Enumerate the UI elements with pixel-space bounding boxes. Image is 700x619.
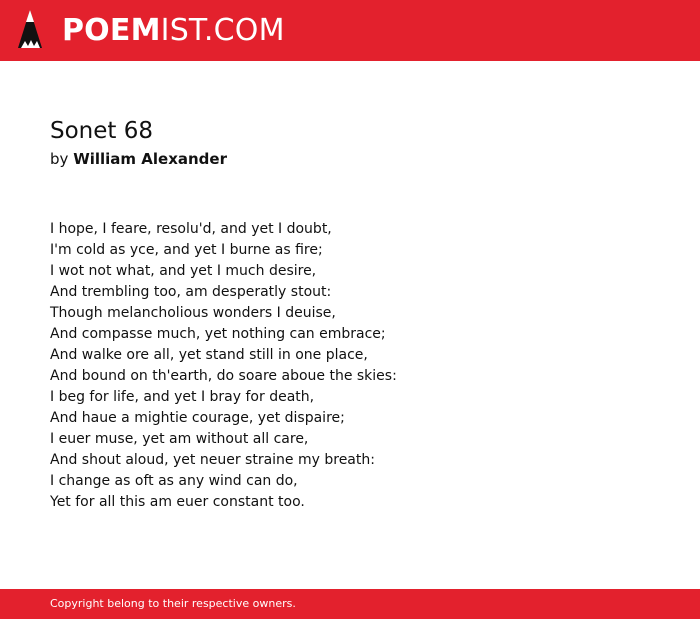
poem-line: I change as oft as any wind can do, — [50, 473, 298, 489]
poem-line: And bound on th'earth, do soare aboue the skies: — [50, 368, 397, 384]
logo-light-text: IST.COM — [160, 13, 285, 48]
poem-line: I hope, I feare, resolu'd, and yet I doubt, — [50, 221, 332, 237]
poem-line: I wot not what, and yet I much desire, — [50, 263, 317, 279]
poem-line: I euer muse, yet am without all care, — [50, 431, 309, 447]
site-header — [0, 0, 700, 61]
poem-body — [50, 219, 397, 513]
poem-line: And compasse much, yet nothing can embrace; — [50, 326, 386, 342]
author-name: William Alexander — [73, 150, 227, 168]
poem-line: And walke ore all, yet stand still in one place, — [50, 347, 368, 363]
pencil-icon[interactable] — [16, 8, 44, 52]
poem-title: Sonet 68 — [50, 118, 153, 144]
poem-line: Though melancholious wonders I deuise, — [50, 305, 336, 321]
poem-line: And trembling too, am desperatly stout: — [50, 284, 332, 300]
poem-line: And haue a mightie courage, yet dispaire; — [50, 410, 345, 426]
byline — [50, 149, 227, 169]
poem-line: And shout aloud, yet neuer straine my breath: — [50, 452, 375, 468]
logo-bold-text: POEM — [62, 13, 161, 48]
copyright-text: Copyright belong to their respective owners. — [50, 597, 296, 610]
site-logo[interactable] — [62, 12, 285, 50]
by-label: by — [50, 150, 69, 168]
site-footer — [0, 589, 700, 619]
poem-line: I'm cold as yce, and yet I burne as fire; — [50, 242, 323, 258]
poem-line: Yet for all this am euer constant too. — [50, 494, 305, 510]
poem-line: I beg for life, and yet I bray for death, — [50, 389, 315, 405]
